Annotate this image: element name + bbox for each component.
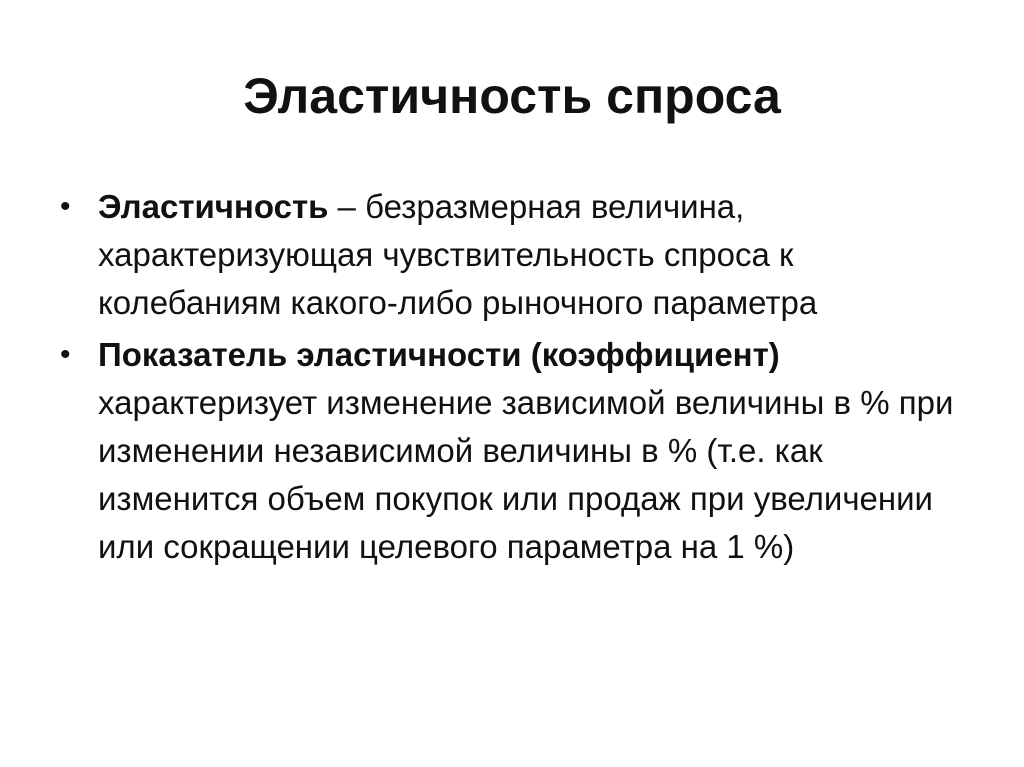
bullet-text: – безразмерная величина, характеризующая чувствительность спроса к колебаниям какого-либо рыночного параметра: [98, 188, 818, 321]
bullet-text: характеризует изменение зависимой величины в % при изменении независимой величины в % (т.е. как изменится объем покупок или продаж при увеличении или сокращении целевого параметра на 1 %): [98, 384, 954, 565]
bullet-list: [58, 183, 958, 575]
slide-title: Эластичность спроса: [243, 68, 781, 124]
bullet-term: Показатель эластичности (коэффициент): [98, 336, 780, 373]
bullet-term: Эластичность: [98, 188, 329, 225]
bullet-icon: •: [60, 190, 71, 223]
bullet-icon: •: [60, 338, 71, 371]
bullet-item-elasticity: [58, 183, 958, 327]
bullet-item-coefficient: [58, 331, 958, 571]
